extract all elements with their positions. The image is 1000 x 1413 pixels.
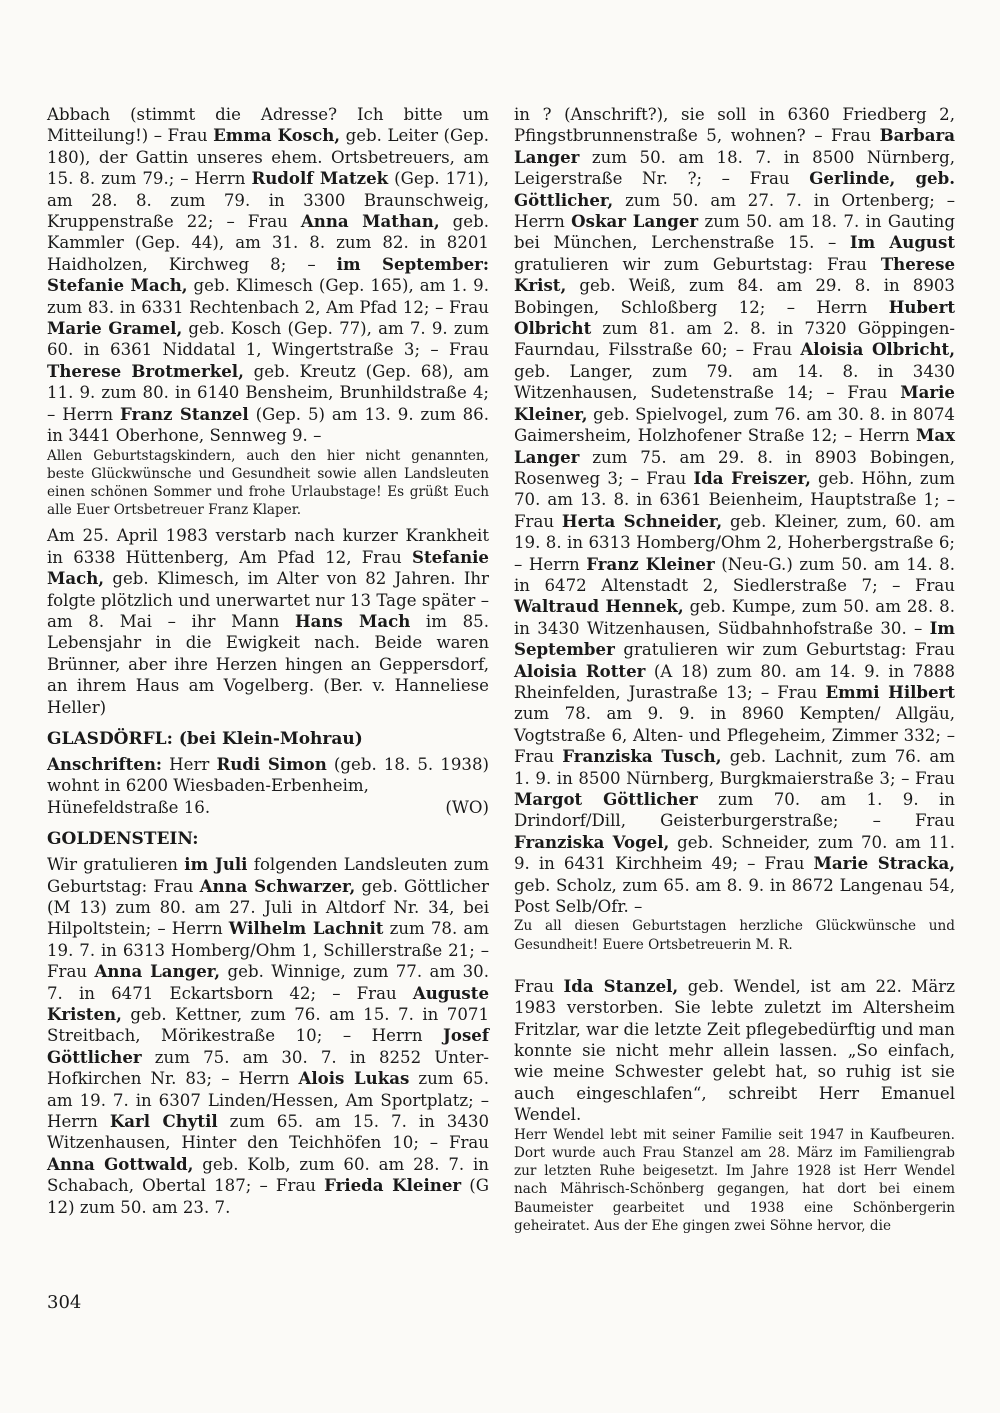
bold-name: Barbara Langer xyxy=(514,125,955,167)
bold-name: Rudolf Matzek xyxy=(251,168,389,189)
bold-name: Margot Göttlicher xyxy=(514,789,698,809)
bold-name: Herta Schneider, xyxy=(561,510,723,531)
bold-name: Stefanie Mach, xyxy=(47,546,489,589)
bold-name: Max Langer xyxy=(514,425,955,467)
author-signature: (WO) xyxy=(445,797,489,817)
greeting-note-ortsbetreuerin: Zu all diesen Geburtstagen herzliche Glückwünsche und Gesundheit! Euere Ortsbetreuerin M. R. xyxy=(514,918,955,953)
bold-name: Im August xyxy=(849,232,955,253)
page-number: 304 xyxy=(47,1292,82,1313)
addresses-glasdorfl-last-line xyxy=(47,797,489,818)
bold-name: Franz Kleiner xyxy=(586,553,715,574)
bold-name: Emmi Hilbert xyxy=(825,681,955,702)
bold-name: Anna Langer, xyxy=(94,961,221,982)
address-line: Hünefeldstraße 16. xyxy=(47,797,211,817)
addresses-glasdorfl: Anschriften: Herr Rudi Simon (geb. 18. 5. 1938) wohnt in 6200 Wiesbaden-Erbenheim, xyxy=(47,753,489,796)
bold-name: Alois Lukas xyxy=(298,1068,410,1089)
bold-name: Franz Stanzel xyxy=(120,403,249,424)
birthday-list-continued: in ? (Anschrift?), sie soll in 6360 Friedberg 2, Pfingstbrunnenstraße 5, wohnen? – Frau Barbara Langer zum 50. am 18. 7. in 8500 Nürnberg, Leigerstraße Nr. ?; – Frau Gerlinde, geb. Göttlicher, zum 50. am 27. 7. in Ortenberg; – Herrn Oskar Langer zum 50. am 18. 7. in Gauting bei München, Lerchenstraße 15. – Im August gratulieren wir zum Geburtstag: Frau Therese Krist, geb. Weiß, zum 84. am 29. 8. in 8903 Bobingen, Schloßberg 12; – Herrn Hubert Olbricht zum 81. am 2. 8. in 7320 Göppingen-Faurndau, Filsstraße 60; – Frau Aloisia Olbricht, geb. Langer, zum 79. am 14. 8. in 3430 Witzenhausen, Sudetenstraße 14; – Frau Marie Kleiner, geb. Spielvogel, zum 76. am 30. 8. in 8074 Gaimersheim, Holzhofener Straße 12; – Herrn Max Langer zum 75. am 29. 8. in 8903 Bobingen, Rosenweg 3; – Frau Ida Freiszer, geb. Höhn, zum 70. am 13. 8. in 6361 Beienheim, Hauptstraße 1; – Frau Herta Schneider, geb. Kleiner, zum, 60. am 19. 8. in 6313 Homberg/Ohm 2, Hoherbergstraße 6; – Herrn Franz Kleiner (Neu-G.) zum 50. am 14. 8. in 6472 Altenstadt 2, Siedlerstraße 7; – Frau Waltraud Hennek, geb. Kumpe, zum 50. am 28. 8. in 3430 Witzenhausen, Südbahnhofstraße 30. – Im September gratulieren wir zum Geburtstag: Frau Aloisia Rotter (A 18) zum 80. am 14. 9. in 7888 Rheinfelden, Jurastraße 13; – Frau Emmi Hilbert zum 78. am 9. 9. in 8960 Kempten/ Allgäu, Vogtstraße 6, Alten- und Pflegeheim, Zimmer 332; – Frau Franziska Tusch, geb. Lachnit, zum 76. am 1. 9. in 8500 Nürnberg, Burgkmaierstraße 3; – Frau Margot Göttlicher zum 70. am 1. 9. in Drindorf/Dill, Geisterburgerstraße; – Frau Franziska Vogel, geb. Schneider, zum 70. am 11. 9. in 6431 Kirchheim 49; – Frau Marie Stracka, geb. Scholz, zum 65. am 8. 9. in 8672 Langenau 54, Post Selb/Ofr. – xyxy=(514,105,955,917)
obituary-mach: Am 25. April 1983 verstarb nach kurzer Krankheit in 6338 Hüttenberg, Am Pfad 12, Frau Stefanie Mach, geb. Klimesch, im Alter von 82 Jahren. Ihr folgte plötzlich und unerwartet nur 13 Tage später – am 8. Mai – ihr Mann Hans Mach im 85. Lebensjahr in die Ewigkeit nach. Beide waren Brünner, aber ihre Herzen hingen an Geppersdorf, an ihrem Haus am Vogelberg. (Ber. v. Hanneliese Heller) xyxy=(47,526,490,717)
bold-name: Rudi Simon xyxy=(216,753,327,774)
bold-name: Oskar Langer xyxy=(571,211,699,232)
bold-name: im Juli xyxy=(184,854,248,875)
obituary-stanzel-details: Herr Wendel lebt mit seiner Familie seit 1947 in Kaufbeuren. Dort wurde auch Frau Stanzel am 28. März im Familiengrab zur letzten Ruhe beigesetzt. Im Jahre 1928 ist Herr Wendel nach Mährisch-Schönberg gegangen, hat dort bei einem Baumeister gearbeitet und 1938 eine Schönbergerin geheiratet. Aus der Ehe gingen zwei Söhne hervor, die xyxy=(514,1126,955,1234)
bold-name: Im September xyxy=(514,617,955,660)
bold-name: Anna Gottwald, xyxy=(47,1153,194,1174)
section-heading-goldenstein: GOLDENSTEIN: xyxy=(47,829,199,850)
bold-name: Wilhelm Lachnit xyxy=(228,918,384,939)
bold-name: Marie Gramel, xyxy=(47,318,183,339)
birthday-list-goldenstein: Wir gratulieren im Juli folgenden Landsleuten zum Geburtstag: Frau Anna Schwarzer, geb. Göttlicher (M 13) zum 80. am 27. Juli in Altdorf Nr. 34, bei Hilpoltstein; – Herrn Wilhelm Lachnit zum 78. am 19. 7. in 6313 Homberg/Ohm 1, Schillerstraße 21; – Frau Anna Langer, geb. Winnige, zum 77. am 30. 7. in 6471 Eckartsborn 42; – Frau Auguste Kristen, geb. Kettner, zum 76. am 15. 7. in 7071 Streitbach, Mörikestraße 10; – Herrn Josef Göttlicher zum 75. am 30. 7. in 8252 Unter-Hofkirchen Nr. 83; – Herrn Alois Lukas zum 65. am 19. 7. in 6307 Linden/Hessen, Am Sportplatz; – Herrn Karl Chytil zum 65. am 15. 7. in 3430 Witzenhausen, Hinter den Teichhöfen 10; – Frau Anna Gottwald, geb. Kolb, zum 60. am 28. 7. in Schabach, Obertal 187; – Frau Frieda Kleiner (G 12) zum 50. am 23. 7. xyxy=(47,854,490,1217)
bold-name: Anschriften: xyxy=(47,753,163,774)
bold-name: Hans Mach xyxy=(295,610,411,631)
bold-name: Anna Schwarzer, xyxy=(199,875,356,896)
bold-name: Auguste Kristen, xyxy=(47,982,489,1025)
left-column xyxy=(47,104,489,1218)
bold-name: im September: Stefanie Mach, xyxy=(47,253,490,296)
bold-name: Anna Mathan, xyxy=(300,211,440,232)
bold-name: Gerlinde, geb. Göttlicher, xyxy=(514,168,955,210)
bold-name: Karl Chytil xyxy=(109,1111,218,1132)
bold-name: Waltraud Hennek, xyxy=(514,596,684,617)
bold-name: Frieda Kleiner xyxy=(324,1175,462,1196)
bold-name: GLASDÖRFL: xyxy=(47,728,173,749)
bold-name: Marie Stracka, xyxy=(813,853,955,874)
bold-name: Franziska Tusch, xyxy=(562,746,722,767)
bold-name: Josef Göttlicher xyxy=(47,1025,489,1067)
obituary-stanzel: Frau Ida Stanzel, geb. Wendel, ist am 22. März 1983 verstorben. Sie lebte zuletzt im Altersheim Fritzlar, war die letzte Zeit pflegebedürftig und man konnte sie nicht mehr allein lassen. „So einfach, wie meine Schwester gelebt hat, so ruhig ist sie auch eingeschlafen“, schreibt Herr Emanuel Wendel. xyxy=(514,975,955,1125)
bold-name: Therese Krist, xyxy=(514,253,955,296)
bold-name: Emma Kosch, xyxy=(213,125,341,146)
section-heading-glasdorfl: GLASDÖRFL: (bei Klein-Mohrau) xyxy=(47,728,363,749)
bold-name: Franziska Vogel, xyxy=(514,831,670,852)
bold-name: Aloisia Olbricht, xyxy=(800,339,955,360)
bold-name: Ida Freiszer, xyxy=(693,467,811,488)
right-column xyxy=(514,104,955,1235)
bold-name: Aloisia Rotter xyxy=(514,660,646,681)
greeting-note-klaper: Allen Geburtstagskindern, auch den hier nicht genannten, beste Glückwünsche und Gesundheit sowie allen Landsleuten einen schönen Sommer und frohe Urlaubstage! Es grüßt Euch alle Euer Ortsbetreuer Franz Klaper. xyxy=(47,447,489,519)
bold-name: Marie Kleiner, xyxy=(514,382,955,424)
birthday-list-geppersdorf: Abbach (stimmt die Adresse? Ich bitte um Mitteilung!) – Frau Emma Kosch, geb. Leiter (Gep. 180), der Gattin unseres ehem. Ortsbetreuers, am 15. 8. zum 79.; – Herrn Rudolf Matzek (Gep. 171), am 28. 8. zum 79. in 3300 Braunschweig, Kruppenstraße 22; – Frau Anna Mathan, geb. Kammler (Gep. 44), am 31. 8. zum 82. in 8201 Haidholzen, Kirchweg 8; – im September: Stefanie Mach, geb. Klimesch (Gep. 165), am 1. 9. zum 83. in 6331 Rechtenbach 2, Am Pfad 12; – Frau Marie Gramel, geb. Kosch (Gep. 77), am 7. 9. zum 60. in 6361 Niddatal 1, Wingertstraße 3; – Frau Therese Brotmerkel, geb. Kreutz (Gep. 68), am 11. 9. zum 80. in 6140 Bensheim, Brunhildstraße 4; – Herrn Franz Stanzel (Gep. 5) am 13. 9. zum 86. in 3441 Oberhone, Sennweg 9. – xyxy=(47,105,490,446)
bold-name: Ida Stanzel, xyxy=(563,975,679,996)
bold-name: Therese Brotmerkel, xyxy=(47,360,244,381)
bold-name: Hubert Olbricht xyxy=(514,296,955,339)
